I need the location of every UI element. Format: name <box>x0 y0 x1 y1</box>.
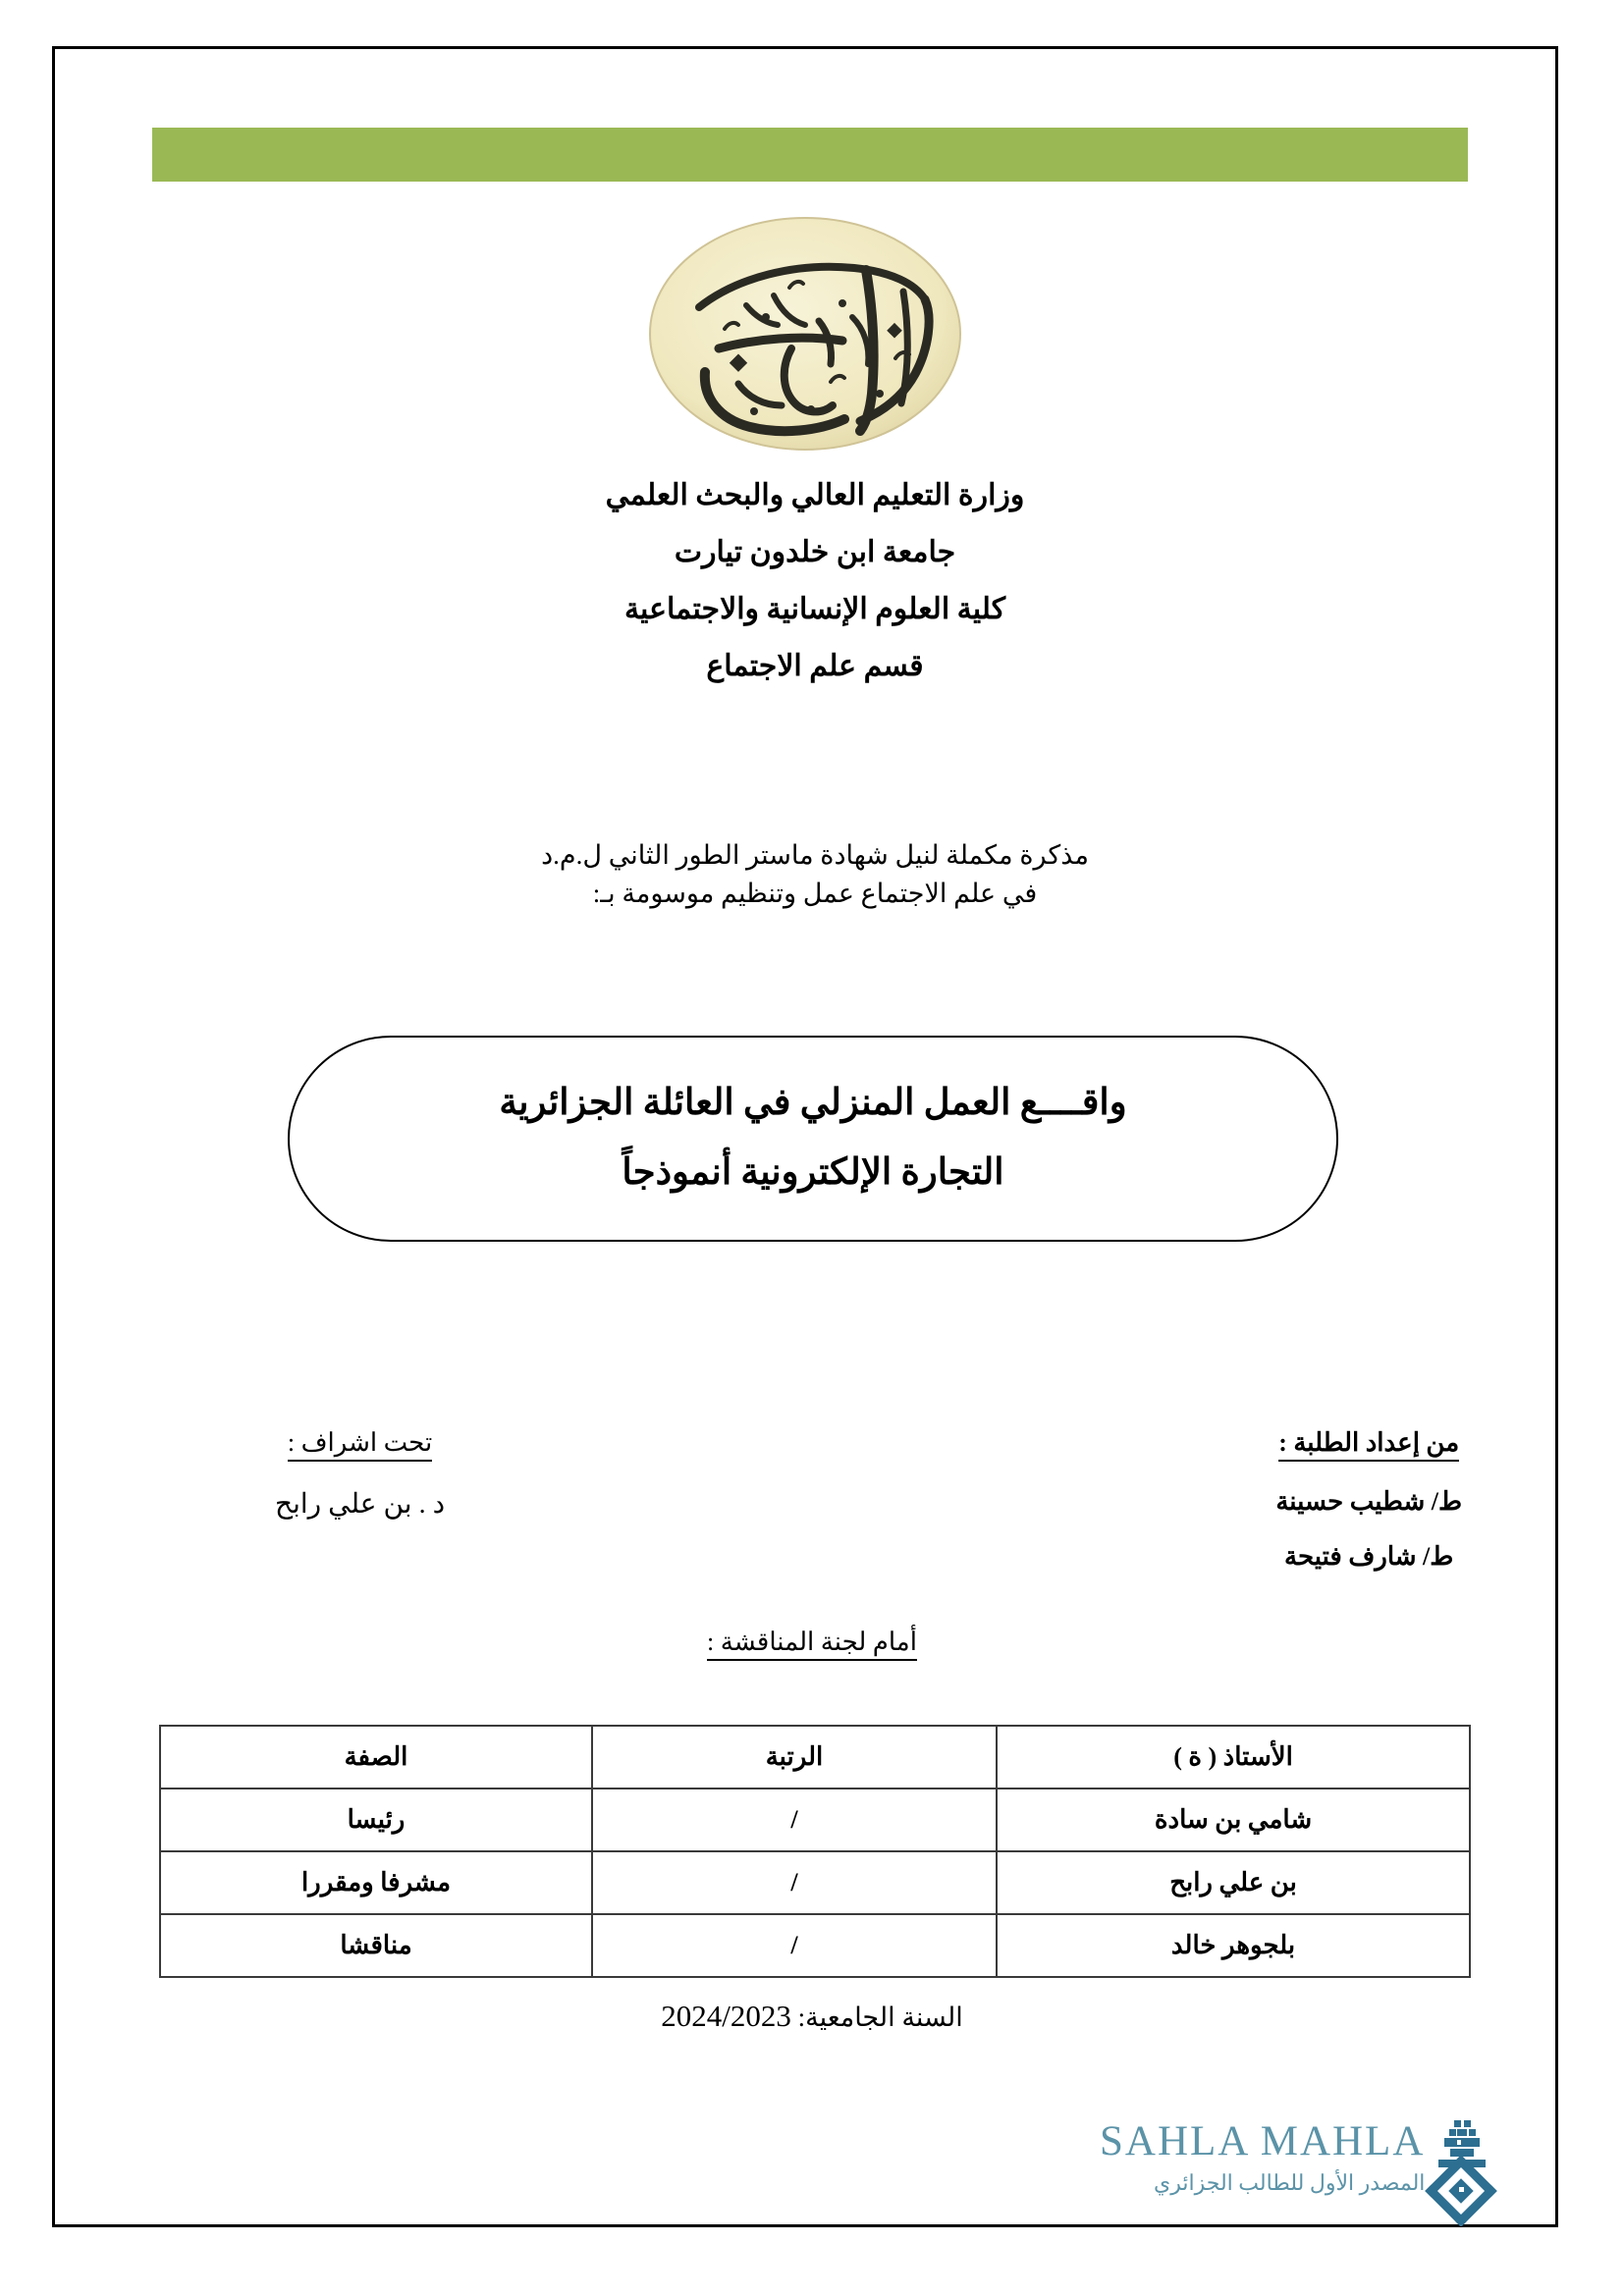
university-line: جامعة ابن خلدون تيارت <box>674 536 956 568</box>
degree-statement <box>295 836 1335 913</box>
watermark-title: SAHLA MAHLA <box>1100 2118 1426 2164</box>
jury-professor: بلجوهر خالد <box>997 1914 1470 1977</box>
jury-heading: أمام لجنة المناقشة : <box>707 1628 917 1661</box>
jury-role: مناقشا <box>160 1914 592 1977</box>
university-seal-logo <box>609 201 1001 466</box>
supervisor-name: د . بن علي رابح <box>275 1489 446 1520</box>
green-header-banner <box>152 128 1468 182</box>
faculty-line: كلية العلوم الإنسانية والاجتماعية <box>623 593 1006 625</box>
thesis-title-line-1: واقــــع العمل المنزلي في العائلة الجزائرية <box>499 1083 1127 1124</box>
thesis-title-box <box>288 1036 1338 1242</box>
column-header-role: الصفة <box>160 1726 592 1789</box>
watermark-subtitle: المصدر الأول للطالب الجزائري <box>1154 2170 1426 2195</box>
department-line: قسم علم الاجتماع <box>706 650 924 682</box>
students-heading: من إعداد الطلبة : <box>1278 1428 1459 1462</box>
supervisor-heading: تحت اشراف : <box>288 1428 432 1462</box>
sahla-mahla-logo-icon <box>1425 2120 1497 2226</box>
jury-rank: / <box>592 1851 997 1914</box>
jury-professor: شامي بن سادة <box>997 1789 1470 1851</box>
degree-line-1: مذكرة مكملة لنيل شهادة ماستر الطور الثاني ل.م.د <box>541 840 1089 870</box>
students-block <box>1275 1428 1462 1572</box>
ministry-line: وزارة التعليم العالي والبحث العلمي <box>605 479 1025 511</box>
academic-year-value: 2024/2023 <box>661 1999 791 2033</box>
institution-header <box>295 481 1335 709</box>
student-name-1: ط/ شطيب حسينة <box>1275 1487 1462 1516</box>
degree-line-2: في علم الاجتماع عمل وتنظيم موسومة بـ: <box>592 879 1038 909</box>
academic-year <box>0 1999 1624 2034</box>
table-row <box>160 1851 1470 1914</box>
sahla-mahla-watermark <box>1100 2120 1610 2263</box>
student-name-2: ط/ شارف فتيحة <box>1284 1542 1454 1571</box>
column-header-rank: الرتبة <box>592 1726 997 1789</box>
table-row <box>160 1789 1470 1851</box>
thesis-title-line-2: التجارة الإلكترونية أنموذجاً <box>622 1152 1004 1193</box>
academic-year-label: السنة الجامعية: <box>797 2002 963 2032</box>
table-header-row <box>160 1726 1470 1789</box>
jury-role: رئيسا <box>160 1789 592 1851</box>
column-header-professor: الأستاذ ( ة ) <box>997 1726 1470 1789</box>
jury-rank: / <box>592 1914 997 1977</box>
jury-heading-wrap <box>0 1628 1624 1661</box>
jury-professor: بن علي رابح <box>997 1851 1470 1914</box>
table-row <box>160 1914 1470 1977</box>
jury-table <box>159 1725 1471 1978</box>
jury-role: مشرفا ومقررا <box>160 1851 592 1914</box>
supervisor-block <box>275 1428 445 1521</box>
jury-rank: / <box>592 1789 997 1851</box>
